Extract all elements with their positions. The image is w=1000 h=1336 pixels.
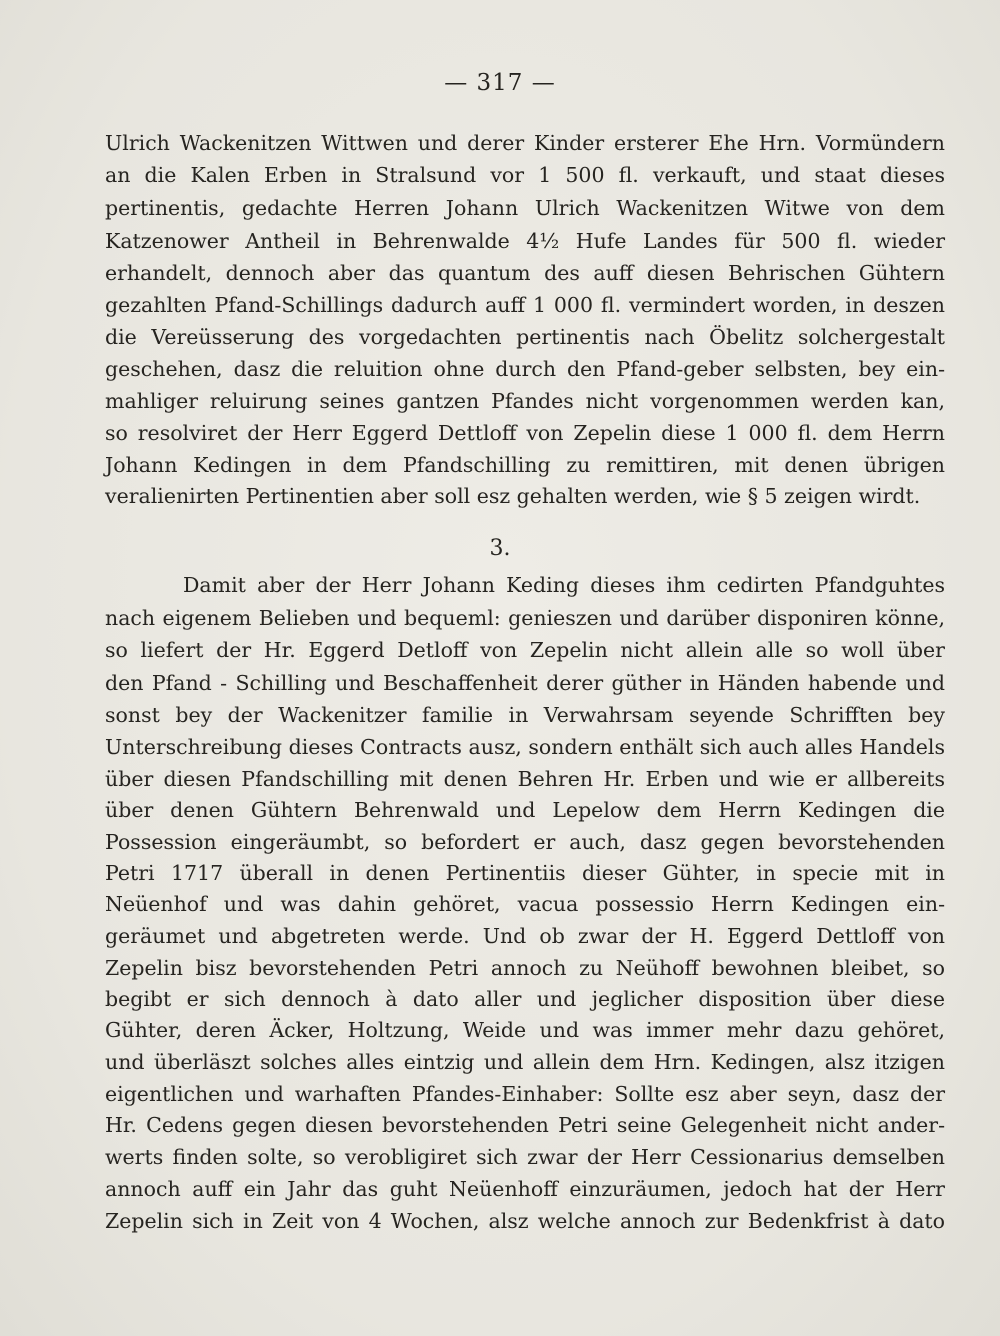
text-line: Neüenhof und was dahin gehöret, vacua possessio Herrn Kedingen ein- bbox=[105, 892, 945, 916]
text-line: Katzenower Antheil in Behrenwalde 4½ Hufe Landes für 500 fl. wieder bbox=[105, 229, 945, 253]
text-line: Hr. Cedens gegen diesen bevorstehenden Petri seine Gelegenheit nicht ander- bbox=[105, 1113, 945, 1137]
text-line: eigentlichen und warhaften Pfandes-Einhaber: Sollte esz aber seyn, dasz der bbox=[105, 1082, 945, 1106]
text-line: veralienirten Pertinentien aber soll esz gehalten werden, wie § 5 zeigen wirdt. bbox=[105, 484, 921, 508]
text-line: Zepelin sich in Zeit von 4 Wochen, alsz welche annoch zur Bedenkfrist à dato bbox=[105, 1209, 945, 1233]
text-line: werts finden solte, so verobligiret sich zwar der Herr Cessionarius demselben bbox=[105, 1145, 945, 1169]
text-line: geräumet und abgetreten werde. Und ob zwar der H. Eggerd Dettloff von bbox=[105, 924, 945, 948]
text-line: über denen Gühtern Behrenwald und Lepelow dem Herrn Kedingen die bbox=[105, 798, 945, 822]
text-line: erhandelt, dennoch aber das quantum des auff diesen Behrischen Gühtern bbox=[105, 261, 945, 285]
text-line: geschehen, dasz die reluition ohne durch den Pfand-geber selbsten, bey ein- bbox=[105, 357, 945, 381]
text-line: nach eigenem Belieben und bequeml: genieszen und darüber disponiren könne, bbox=[105, 606, 945, 630]
text-line: Johann Kedingen in dem Pfandschilling zu remittiren, mit denen übrigen bbox=[105, 453, 945, 477]
text-line: an die Kalen Erben in Stralsund vor 1 500 fl. verkauft, und staat dieses bbox=[105, 163, 945, 187]
text-line: Damit aber der Herr Johann Keding dieses ihm cedirten Pfandguhtes bbox=[183, 573, 945, 597]
text-line: so liefert der Hr. Eggerd Detloff von Zepelin nicht allein alle so woll über bbox=[105, 638, 945, 662]
section-number: 3. bbox=[489, 536, 511, 561]
text-line: Gühter, deren Äcker, Holtzung, Weide und was immer mehr dazu gehöret, bbox=[105, 1018, 945, 1042]
text-line: den Pfand - Schilling und Beschaffenheit derer güther in Händen habende und bbox=[105, 671, 945, 695]
text-line: mahliger reluirung seines gantzen Pfandes nicht vorgenommen werden kan, bbox=[105, 389, 945, 413]
text-line: die Vereüsserung des vorgedachten pertinentis nach Öbelitz solchergestalt bbox=[105, 325, 945, 349]
text-line: gezahlten Pfand-Schillings dadurch auff 1 000 fl. vermindert worden, in deszen bbox=[105, 293, 945, 317]
text-line: Zepelin bisz bevorstehenden Petri annoch zu Neühoff bewohnen bleibet, so bbox=[105, 956, 945, 980]
text-line: Ulrich Wackenitzen Wittwen und derer Kinder ersterer Ehe Hrn. Vormündern bbox=[105, 131, 945, 155]
text-line: pertinentis, gedachte Herren Johann Ulrich Wackenitzen Witwe von dem bbox=[105, 196, 945, 220]
text-line: annoch auff ein Jahr das guht Neüenhoff einzuräumen, jedoch hat der Herr bbox=[105, 1177, 945, 1201]
text-line: sonst bey der Wackenitzer familie in Verwahrsam seyende Schrifften bey bbox=[105, 703, 945, 727]
text-line: Petri 1717 überall in denen Pertinentiis dieser Gühter, in specie mit in bbox=[105, 861, 945, 885]
text-line: Unterschreibung dieses Contracts ausz, sondern enthält sich auch alles Handels bbox=[105, 735, 945, 759]
text-line: und überläszt solches alles eintzig und allein dem Hrn. Kedingen, alsz itzigen bbox=[105, 1050, 945, 1074]
text-line: begibt er sich dennoch à dato aller und jeglicher disposition über diese bbox=[105, 987, 945, 1011]
text-line: Possession eingeräumbt, so befordert er auch, dasz gegen bevorstehenden bbox=[105, 830, 945, 854]
text-line: so resolviret der Herr Eggerd Dettloff von Zepelin diese 1 000 fl. dem Herrn bbox=[105, 421, 945, 445]
page-number: — 317 — bbox=[444, 70, 556, 96]
text-line: über diesen Pfandschilling mit denen Behren Hr. Erben und wie er allbereits bbox=[105, 767, 945, 791]
